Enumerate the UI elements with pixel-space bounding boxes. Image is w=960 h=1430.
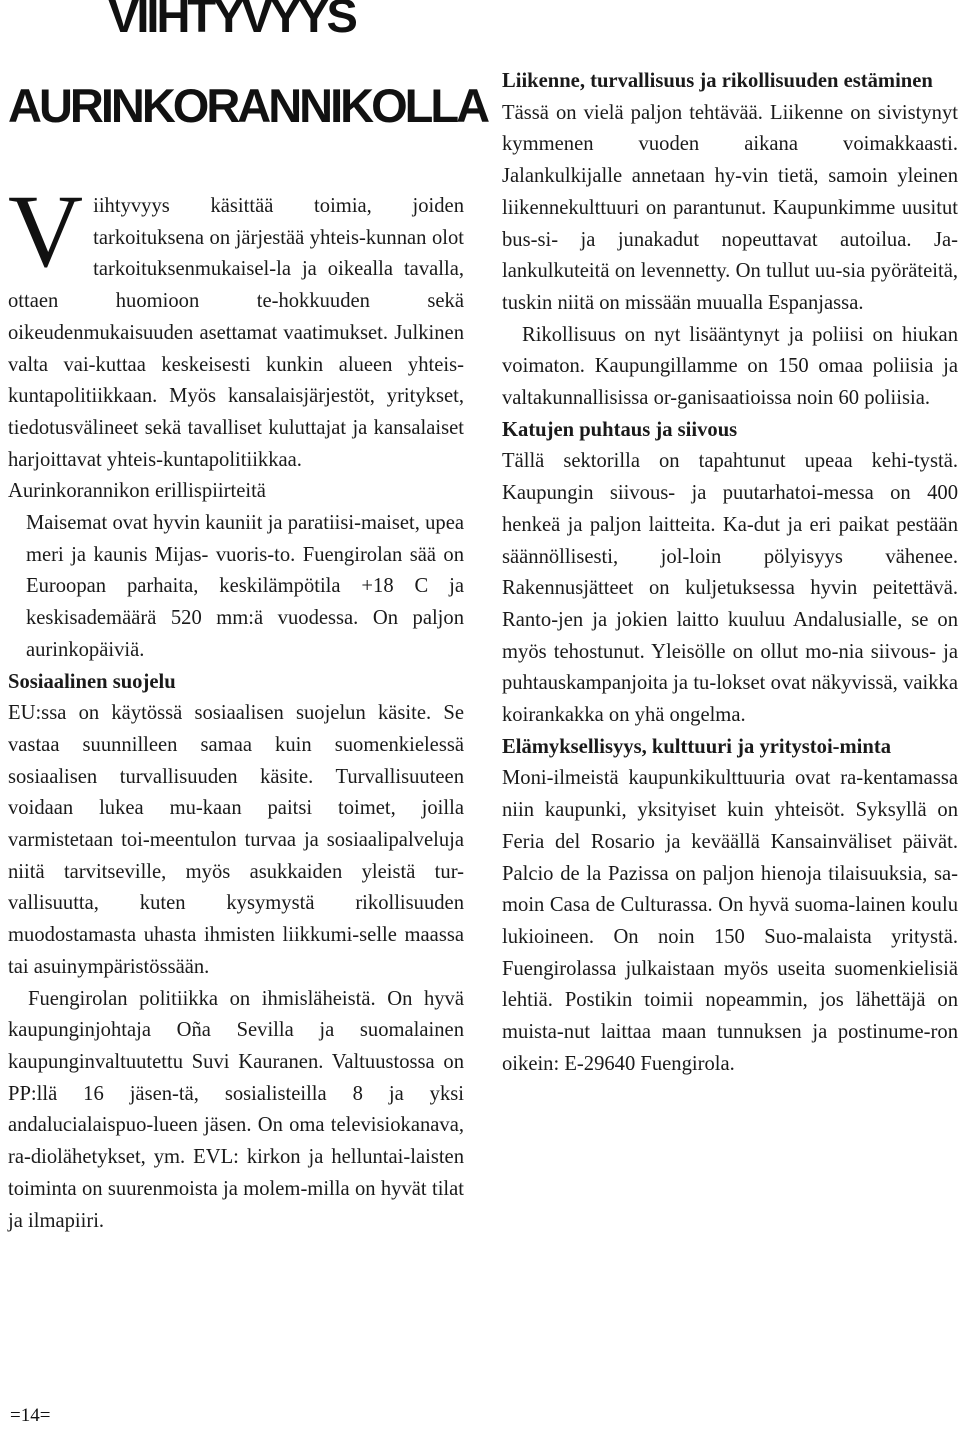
paragraph-maisemat: Maisemat ovat hyvin kauniit ja paratiisi-maiset, upea meri ja kaunis Mijas- vuoris-to. Fuengirolan sää on Euroopan parhaita, keskilämpötila +18 C ja keskisademäärä 520 mm:ä vuodessa. On paljon aurinkopäiviä. bbox=[26, 512, 464, 661]
paragraph-politiikka: Fuengirolan politiikka on ihmisläheistä. On hyvä kaupunginjohtaja Oña Sevilla ja suomalainen kaupunginvaltuutettu Suvi Kauranen. Valtuustossa on PP:llä 16 jäsen-tä, sosialisteilla 8 ja yksi andalucialaispuo-lueen jäsen. On oma televisiokanava, ra-diolähetykset, ym. EVL: kirkon ja helluntai-laisten toiminta on suurenmoista ja molem-milla on hyvät tilat ja ilmapiiri. bbox=[8, 987, 464, 1232]
article-title-line-2: AURINKORANNIKOLLA bbox=[8, 79, 488, 132]
heading-sosiaalinen-suojelu: Sosiaalinen suojelu bbox=[8, 670, 176, 693]
article-title-line-1: VIIHTYVYYS bbox=[108, 0, 355, 42]
paragraph-elamyksellisyys: Moni-ilmeistä kaupunkikulttuuria ovat ra-kentamassa niin kaupunki, yksityiset kuin yhteisöt. Syksyllä on Feria del Rosario ja keväällä Kansainväliset päivät. Palcio de la Pazissa on paljon hienoja tilaisuuksia, sa-moin Casa de Culturassa. On hyvä suoma-lainen koulu lukioineen. On noin 150 Suo-malaista yritystä. Fuengirolassa julkaistaan myös useita suomenkielisiä lehtiä. Postikin toimii nopeammin, jos lähettäjä on muista-nut laittaa maan tunnuksen ja postinume-ron oikein: E-29640 Fuengirola. bbox=[502, 767, 958, 1075]
heading-elamyksellisyys: Elämyksellisyys, kulttuuri ja yritystoi-minta bbox=[502, 735, 892, 758]
intro-text: iihtyvyys käsittää toimia, joiden tarkoituksena on järjestää yhteis-kunnan olot tarkoituksenmukaisel-la ja oikealla tavalla, ottaen huomioon te-hokkuuden sekä oikeudenmukaisuuden asettamat vaatimukset. Julkinen valta vai-kuttaa keskeisesti kunkin alueen yhteis-kuntapolitiikkaan. Myös kansalaisjärjestöt, yritykset, tiedotusvälineet sekä tavalliset kuluttajat ja kansalaiset harjoittavat yhteis-kuntapolitiikkaa. bbox=[8, 195, 464, 471]
left-column bbox=[8, 0, 464, 1237]
drop-cap: V bbox=[8, 174, 84, 289]
page-number: =14= bbox=[10, 1405, 51, 1426]
heading-katujen-puhtaus: Katujen puhtaus ja siivous bbox=[502, 418, 738, 441]
paragraph-liikenne: Tässä on vielä paljon tehtävää. Liikenne on sivistynyt kymmenen vuoden aikana voimakkaasti. Jalankulkijalle annetaan hy-vin tietä, samoin yleinen liikennekulttuuri on parantunut. Kaupunkimme uusitut bus-si- ja junakadut nopeuttavat autoilua. Ja-lankulkuteitä on levennetty. On tullut uu-sia pyöräteitä, tuskin niitä on missään muualla Espanjassa. bbox=[502, 101, 958, 314]
right-column bbox=[502, 0, 958, 1081]
paragraph-sosiaalinen-suojelu: EU:ssa on käytössä sosiaalisen suojelun käsite. Se vastaa suunnilleen samaa kuin suomenkielessä sosiaalisen turvallisuuden käsite. Turvallisuuteen voidaan lukea mu-kaan paitsi toimet, joilla varmistetaan toi-meentulon turvaa ja sosiaalipalveluja niitä tarvitseville, myös asukkaiden yleistä tur-vallisuutta, kuten kysymystä rikollisuuden muodostamasta uhasta ihmisten liikkumi-selle maassa tai asuinympäristössään. bbox=[8, 702, 464, 978]
paragraph-katujen-puhtaus: Tällä sektorilla on tapahtunut upeaa kehi-tystä. Kaupungin siivous- ja puutarhatoi-messa on 400 henkeä ja paljon laitteita. Ka-dut ja eri paikat pestään säännöllisesti, jol-loin pölyisyys vähenee. Rakennusjätteet on kuljetuksessa hyvin peitettävä. Ranto-jen ja jokien laitto kuuluu Andalusialle, se on myös tehostunut. Yleisölle on ollut mo-nia siivous- ja puhtauskampanjoita ja tu-lokset ovat näkyvissä, vaikka koirankakka on yhä ongelma. bbox=[502, 450, 958, 727]
paragraph-rikollisuus: Rikollisuus on nyt lisääntynyt ja poliisi on hiukan voimaton. Kaupungillamme on 150 omaa poliisia ja valtakunnallisissa or-ganisaatioissa noin 60 poliisia. bbox=[502, 323, 958, 410]
subhead-erillispiirteet: Aurinkorannikon erillispiirteitä bbox=[8, 480, 266, 503]
intro-paragraph bbox=[8, 174, 464, 476]
heading-liikenne: Liikenne, turvallisuus ja rikollisuuden estäminen bbox=[502, 70, 933, 92]
